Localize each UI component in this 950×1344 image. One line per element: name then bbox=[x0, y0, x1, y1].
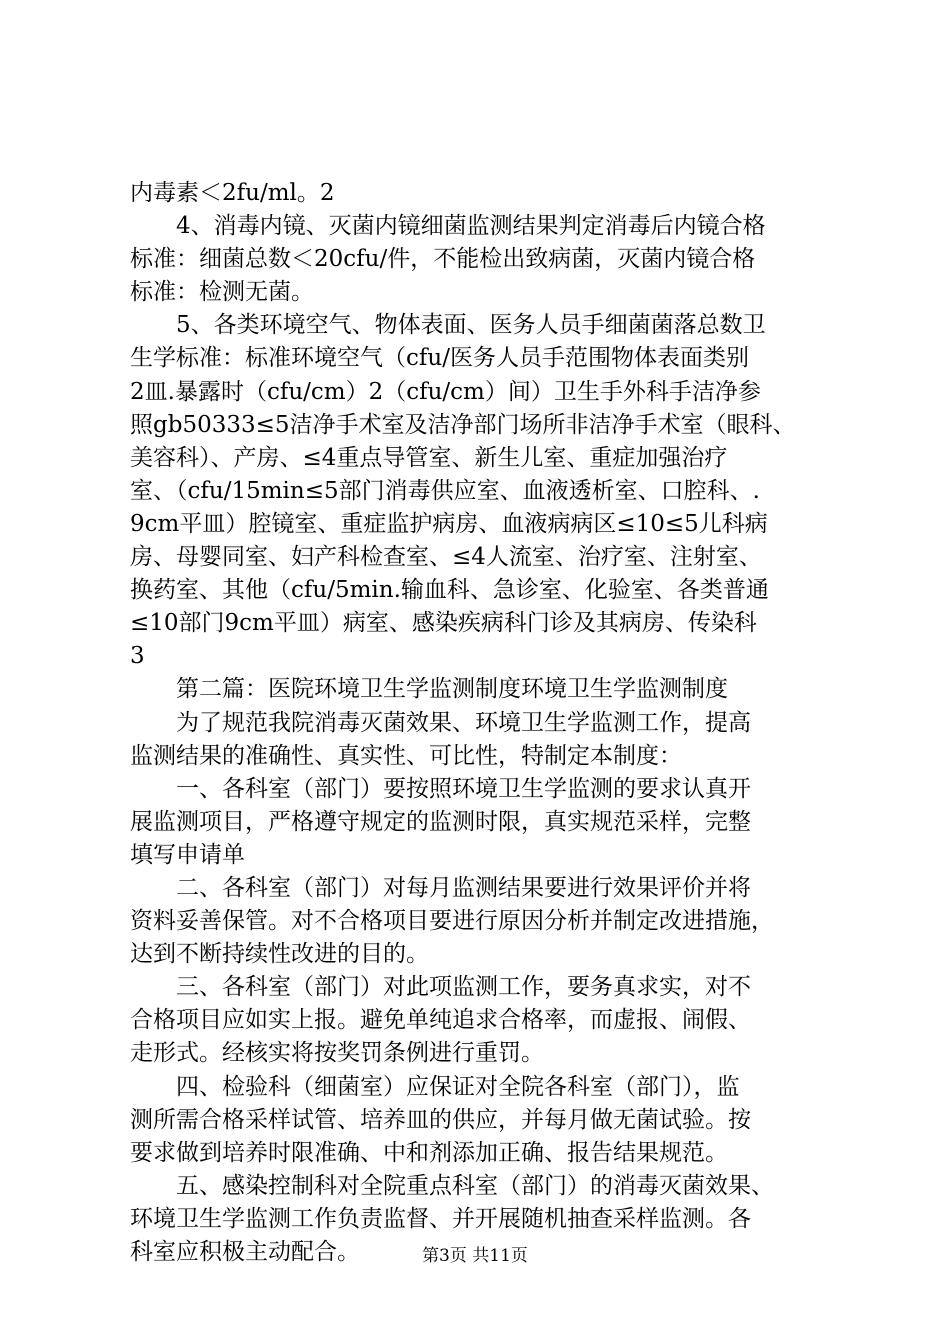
text-line: 环境卫生学监测工作负责监督、并开展随机抽查采样监测。各 bbox=[130, 1205, 751, 1232]
text-line: 科室应积极主动配合。 bbox=[130, 1239, 360, 1265]
text-line: 5、各类环境空气、物体表面、医务人员手细菌菌落总数卫 bbox=[130, 312, 766, 339]
text-line: 走形式。经核实将按奖罚条例进行重罚。 bbox=[130, 1040, 544, 1067]
text-line: 填写申请单 bbox=[130, 841, 245, 868]
text-line: 合格项目应如实上报。避免单纯追求合格率，而虚报、闹假、 bbox=[130, 1007, 751, 1034]
text-line: 监测结果的准确性、真实性、可比性，特制定本制度： bbox=[130, 742, 682, 769]
text-line: 为了规范我院消毒灭菌效果、环境卫生学监测工作，提高 bbox=[130, 709, 751, 736]
text-line: ≤10部门9cm平皿）病室、感染疾病科门诊及其病房、传染科 bbox=[130, 610, 757, 637]
text-line: 一、各科室（部门）要按照环境卫生学监测的要求认真开 bbox=[130, 775, 751, 802]
text-line: 内毒素＜2fu/ml。2 bbox=[130, 180, 335, 206]
page-footer: 第3页 共11页 bbox=[422, 1246, 528, 1266]
text-line: 生学标准：标准环境空气（cfu/医务人员手范围物体表面类别 bbox=[130, 345, 749, 372]
text-line: 展监测项目，严格遵守规定的监测时限，真实规范采样，完整 bbox=[130, 808, 751, 835]
text-line: 标准：检测无菌。 bbox=[130, 279, 314, 306]
text-line: 资料妥善保管。对不合格项目要进行原因分析并制定改进措施， bbox=[130, 908, 774, 935]
text-line: 测所需合格采样试管、培养皿的供应，并每月做无菌试验。按 bbox=[130, 1106, 751, 1133]
text-line: 四、检验科（细菌室）应保证对全院各科室（部门），监 bbox=[130, 1073, 740, 1100]
section-heading: 第二篇：医院环境卫生学监测制度环境卫生学监测制度 bbox=[130, 676, 728, 703]
text-line: 2皿.暴露时（cfu/cm）2（cfu/cm）间）卫生手外科手洁净参 bbox=[130, 378, 761, 405]
text-line: 三、各科室（部门）对此项监测工作，要务真求实，对不 bbox=[130, 974, 751, 1001]
text-line: 3 bbox=[130, 643, 145, 670]
text-line: 换药室、其他（cfu/5min.输血科、急诊室、化验室、各类普通 bbox=[130, 577, 769, 604]
text-line: 房、母婴同室、妇产科检查室、≤4人流室、治疗室、注射室、 bbox=[130, 544, 762, 571]
document-body bbox=[130, 177, 830, 1269]
text-line: 要求做到培养时限准确、中和剂添加正确、报告结果规范。 bbox=[130, 1139, 728, 1166]
text-line: 达到不断持续性改进的目的。 bbox=[130, 941, 429, 968]
text-line: 二、各科室（部门）对每月监测结果要进行效果评价并将 bbox=[130, 874, 751, 901]
text-line: 标准：细菌总数＜20cfu/件，不能检出致病菌，灭菌内镜合格 bbox=[130, 246, 756, 273]
text-line: 4、消毒内镜、灭菌内镜细菌监测结果判定消毒后内镜合格 bbox=[130, 213, 766, 240]
text-line: 9cm平皿）腔镜室、重症监护病房、血液病病区≤10≤5儿科病 bbox=[130, 510, 768, 537]
text-line: 照gb50333≤5洁净手术室及洁净部门场所非洁净手术室（眼科、 bbox=[130, 411, 796, 438]
text-line: 五、感染控制科对全院重点科室（部门）的消毒灭菌效果、 bbox=[130, 1172, 774, 1199]
text-line: 美容科）、产房、≤4重点导管室、新生儿室、重症加强治疗 bbox=[130, 444, 728, 471]
text-line: 室、（cfu/15min≤5部门消毒供应室、血液透析室、口腔科、. bbox=[130, 477, 760, 504]
